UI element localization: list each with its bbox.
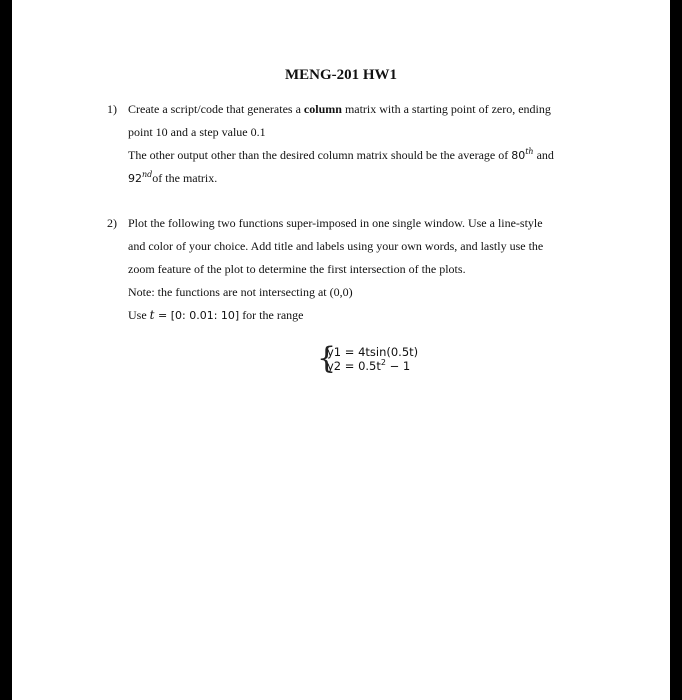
q2-line-4: Note: the functions are not intersecting at (0,0) xyxy=(128,285,353,299)
ordinal-suffix: nd xyxy=(142,170,153,179)
equation-y2 xyxy=(327,359,418,373)
text: Use xyxy=(128,308,150,322)
q2-line-5 xyxy=(128,304,598,327)
ordinal-suffix: th xyxy=(525,147,534,156)
text: The other output other than the desired column matrix should be the average of xyxy=(128,148,512,162)
question-body xyxy=(128,212,598,327)
right-black-border xyxy=(670,0,682,700)
text: and xyxy=(533,148,554,162)
ordinal-value: 92 xyxy=(128,172,142,185)
question-body xyxy=(128,98,598,190)
q1-line-3 xyxy=(128,144,598,167)
text: matrix with a starting point of zero, ending xyxy=(341,102,551,116)
bold-text: column xyxy=(303,102,342,116)
q2-line-3: zoom feature of the plot to determine the first intersection of the plots. xyxy=(128,262,466,276)
q1-line-2: point 10 and a step value 0.1 xyxy=(128,125,266,139)
left-brace-icon: { xyxy=(317,341,337,376)
text: of the matrix. xyxy=(152,171,218,185)
text: for the range xyxy=(239,308,304,322)
left-black-border xyxy=(0,0,12,700)
page-title: MENG-201 HW1 xyxy=(284,67,398,83)
document-page xyxy=(12,0,670,700)
equations xyxy=(327,345,418,373)
q1-line-4 xyxy=(128,167,598,190)
question-number: 1) xyxy=(107,102,117,116)
text: − 1 xyxy=(385,359,411,373)
text: y2 = 0.5t xyxy=(327,359,381,373)
ordinal-value: 80 xyxy=(511,149,526,162)
equation-y1: y1 = 4tsin(0.5t) xyxy=(327,345,419,359)
question-number: 2) xyxy=(107,216,117,230)
math-variable: t xyxy=(149,308,155,322)
text: Create a script/code that generates a xyxy=(128,102,304,116)
q2-line-2: and color of your choice. Add title and labels using your own words, and lastly use the xyxy=(128,239,544,253)
q1-line-1 xyxy=(128,98,598,121)
q2-line-1: Plot the following two functions super-imposed in one single window. Use a line-style xyxy=(128,216,543,230)
exponent: 2 xyxy=(380,358,386,368)
range-expression: = [0: 0.01: 10] xyxy=(154,309,240,322)
